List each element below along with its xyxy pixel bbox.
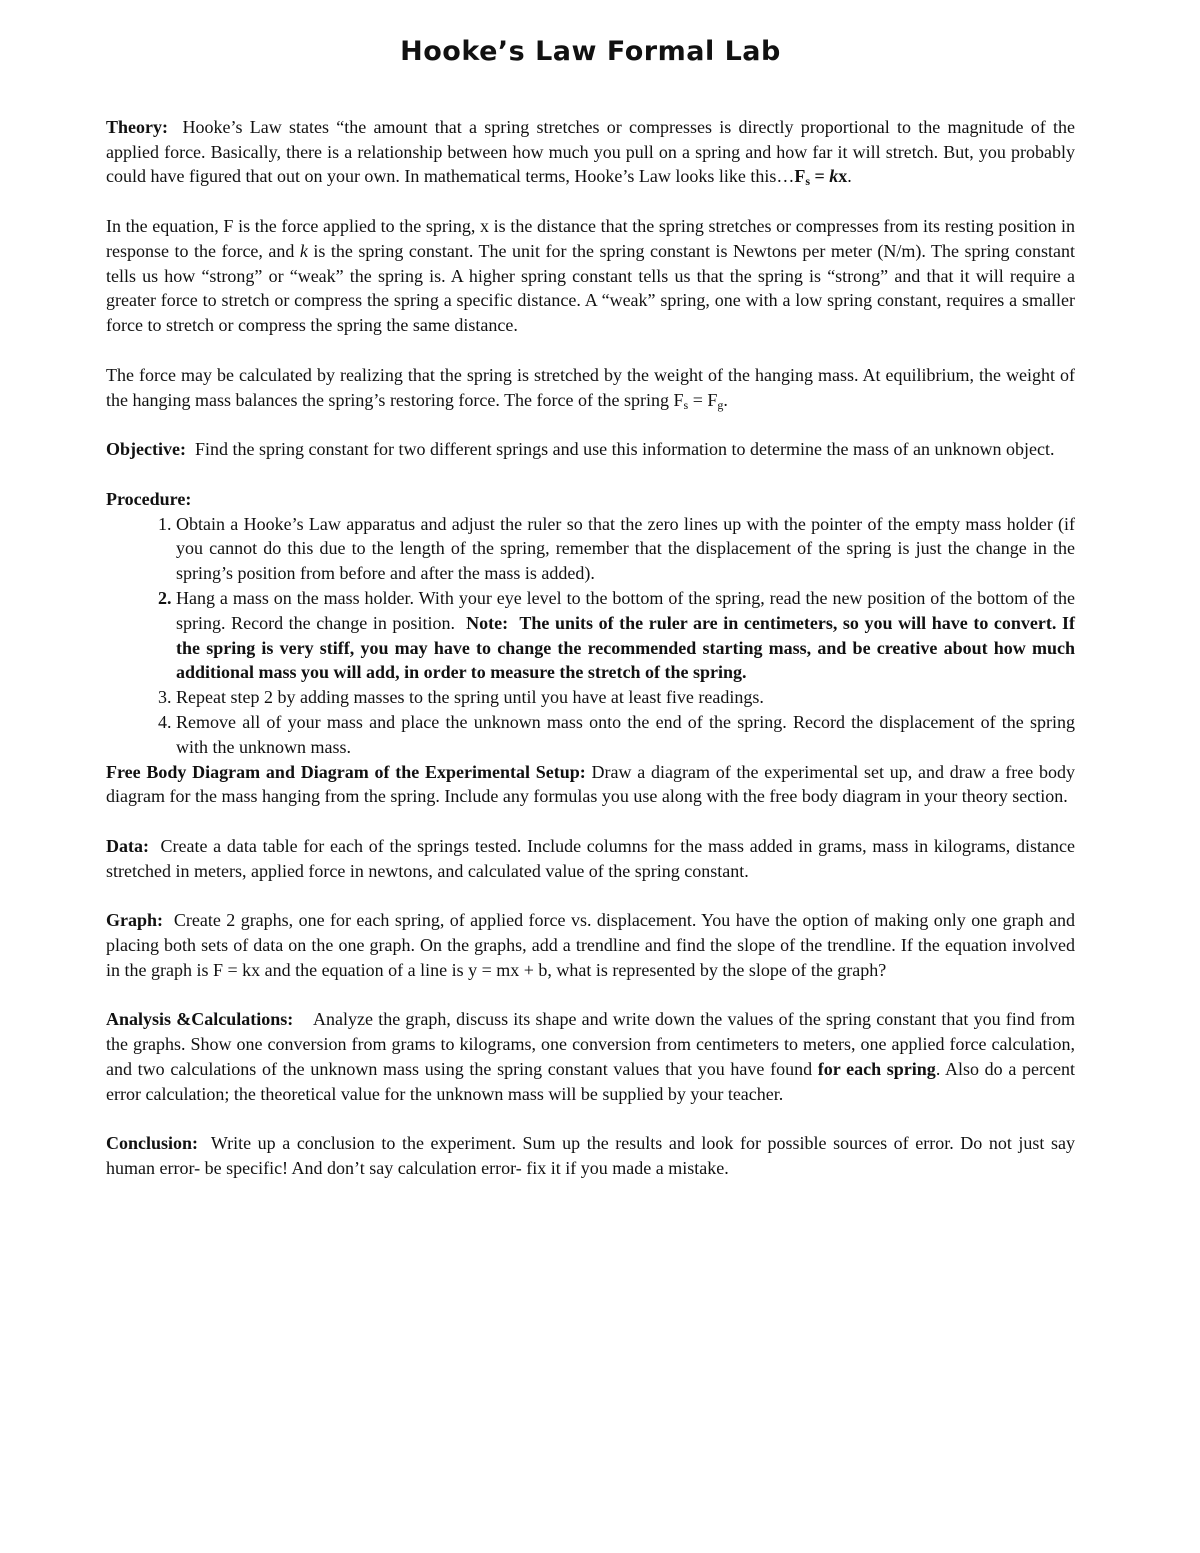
procedure-step-4-text: Remove all of your mass and place the unknown mass onto the end of the spring. Record the displacement of the spring with the unknown mass. (176, 711, 1075, 757)
procedure-note-label: Note: (466, 612, 509, 633)
analysis-text-b: . Also do a percent error calculation; the theoretical value for the unknown mass will be supplied by your teacher. (106, 1059, 1076, 1104)
graph-paragraph (106, 908, 1075, 982)
procedure-list (106, 512, 1075, 760)
conclusion-text: Write up a conclusion to the experiment. Sum up the results and look for possible sources of error. Do not just say human error- be specific! And don’t say calculation error- fix it if you made a mistake. (106, 1133, 1075, 1179)
conclusion-paragraph (106, 1131, 1075, 1181)
analysis-bold-text: for each spring (817, 1059, 936, 1080)
explanation-text-b: is the spring constant. The unit for the spring constant is Newtons per meter (N/m). The spring constant tells us how “strong” or “weak” the spring is. A higher spring constant tells us that the spring is “strong” and that it will require a greater force to stretch or compress the spring a specific distance. A “weak” spring, one with a low spring constant, requires a smaller force to stretch or compress the spring the same distance. (106, 240, 1075, 336)
procedure-step-2 (176, 586, 1075, 685)
objective-paragraph (106, 437, 1075, 462)
equation-end: . (847, 166, 852, 187)
equation-sub-s: s (805, 174, 811, 189)
objective-heading: Objective: (106, 439, 186, 460)
procedure-heading: Procedure: (106, 488, 192, 509)
analysis-paragraph (106, 1007, 1075, 1106)
procedure-step-4 (176, 710, 1075, 760)
graph-heading: Graph: (106, 910, 164, 931)
analysis-text-a: Analyze the graph, discuss its shape and write down the values of the spring constant that you find from the graphs. Show one conversion from grams to kilograms, one conversion from centimeters to meters, one applied force calculation, and two calculations of the unknown mass using the spring constant values that you have found (106, 1009, 1075, 1080)
theory-text: Hooke’s Law states “the amount that a spring stretches or compresses is directly proportional to the magnitude of the applied force. Basically, there is a relationship between how much you pull on a spring and how far it will stretch. But, you probably could have figured that out on your own. In mathematical terms, Hooke’s Law looks like this… (106, 116, 1075, 187)
procedure-step-1 (176, 512, 1075, 586)
fbd-text: Draw a diagram of the experimental set up, and draw a free body diagram for the mass hanging from the spring. Include any formulas you use along with the free body diagram in your theory section. (106, 761, 1075, 807)
force-sub-s: s (683, 397, 689, 412)
data-heading: Data: (106, 835, 149, 856)
objective-text: Find the spring constant for two different springs and use this information to determine the mass of an unknown object. (194, 439, 1055, 460)
fbd-heading: Free Body Diagram and Diagram of the Experimental Setup: (106, 761, 586, 782)
explanation-text-a: In the equation, F is the force applied to the spring, x is the distance that the spring stretches or compresses from its resting position in response to the force, and (106, 215, 1075, 261)
equation-f: F (794, 166, 806, 187)
procedure-heading-line (106, 487, 1075, 512)
fbd-paragraph (106, 760, 1075, 810)
equation-explanation-paragraph (106, 214, 1075, 338)
page-title: Hooke’s Law Formal Lab (400, 36, 781, 67)
explanation-k: k (299, 240, 308, 261)
theory-paragraph (106, 115, 1075, 189)
force-text-b: = F (688, 389, 718, 410)
data-text: Create a data table for each of the springs tested. Include columns for the mass added in grams, mass in kilograms, distance stretched in meters, applied force in newtons, and calculated value of the spring constant. (106, 835, 1076, 881)
equation-k: k (829, 166, 839, 187)
equation-x: x (838, 166, 848, 187)
procedure-step-2-text: Hang a mass on the mass holder. With your eye level to the bottom of the spring, read the new position of the bottom of the spring. Record the change in position. (176, 587, 1075, 633)
force-paragraph (106, 363, 1075, 413)
procedure-step-1-text: Obtain a Hooke’s Law apparatus and adjust the ruler so that the zero lines up with the pointer of the empty mass holder (if you cannot do this due to the length of the spring, remember that the displacement of the spring is just the change in the spring’s position from before and after the mass is added). (176, 513, 1075, 584)
data-paragraph (106, 834, 1075, 884)
procedure-note-text: The units of the ruler are in centimeters, so you will have to convert. If the spring is very stiff, you may have to change the recommended starting mass, and be creative about how much additional mass you will add, in order to measure the stretch of the spring. (176, 612, 1076, 683)
graph-text: Create 2 graphs, one for each spring, of applied force vs. displacement. You have the option of making only one graph and placing both sets of data on the one graph. On the graphs, add a trendline and find the slope of the trendline. If the equation involved in the graph is F = kx and the equation of a line is y = mx + b, what is represented by the slope of the graph? (106, 910, 1076, 980)
force-text-a: The force may be calculated by realizing that the spring is stretched by the weight of the hanging mass. At equilibrium, the weight of the hanging mass balances the spring’s restoring force. The force of the spring F (106, 364, 1075, 410)
theory-heading: Theory: (106, 116, 168, 137)
force-sub-g: g (717, 397, 724, 412)
procedure-step-3-text: Repeat step 2 by adding masses to the spring until you have at least five readings. (176, 687, 764, 708)
procedure-step-3 (176, 685, 1075, 710)
equation-equals: = (810, 166, 830, 187)
force-text-c: . (723, 389, 728, 410)
analysis-heading: Analysis &Calculations: (106, 1009, 294, 1030)
conclusion-heading: Conclusion: (106, 1133, 199, 1154)
